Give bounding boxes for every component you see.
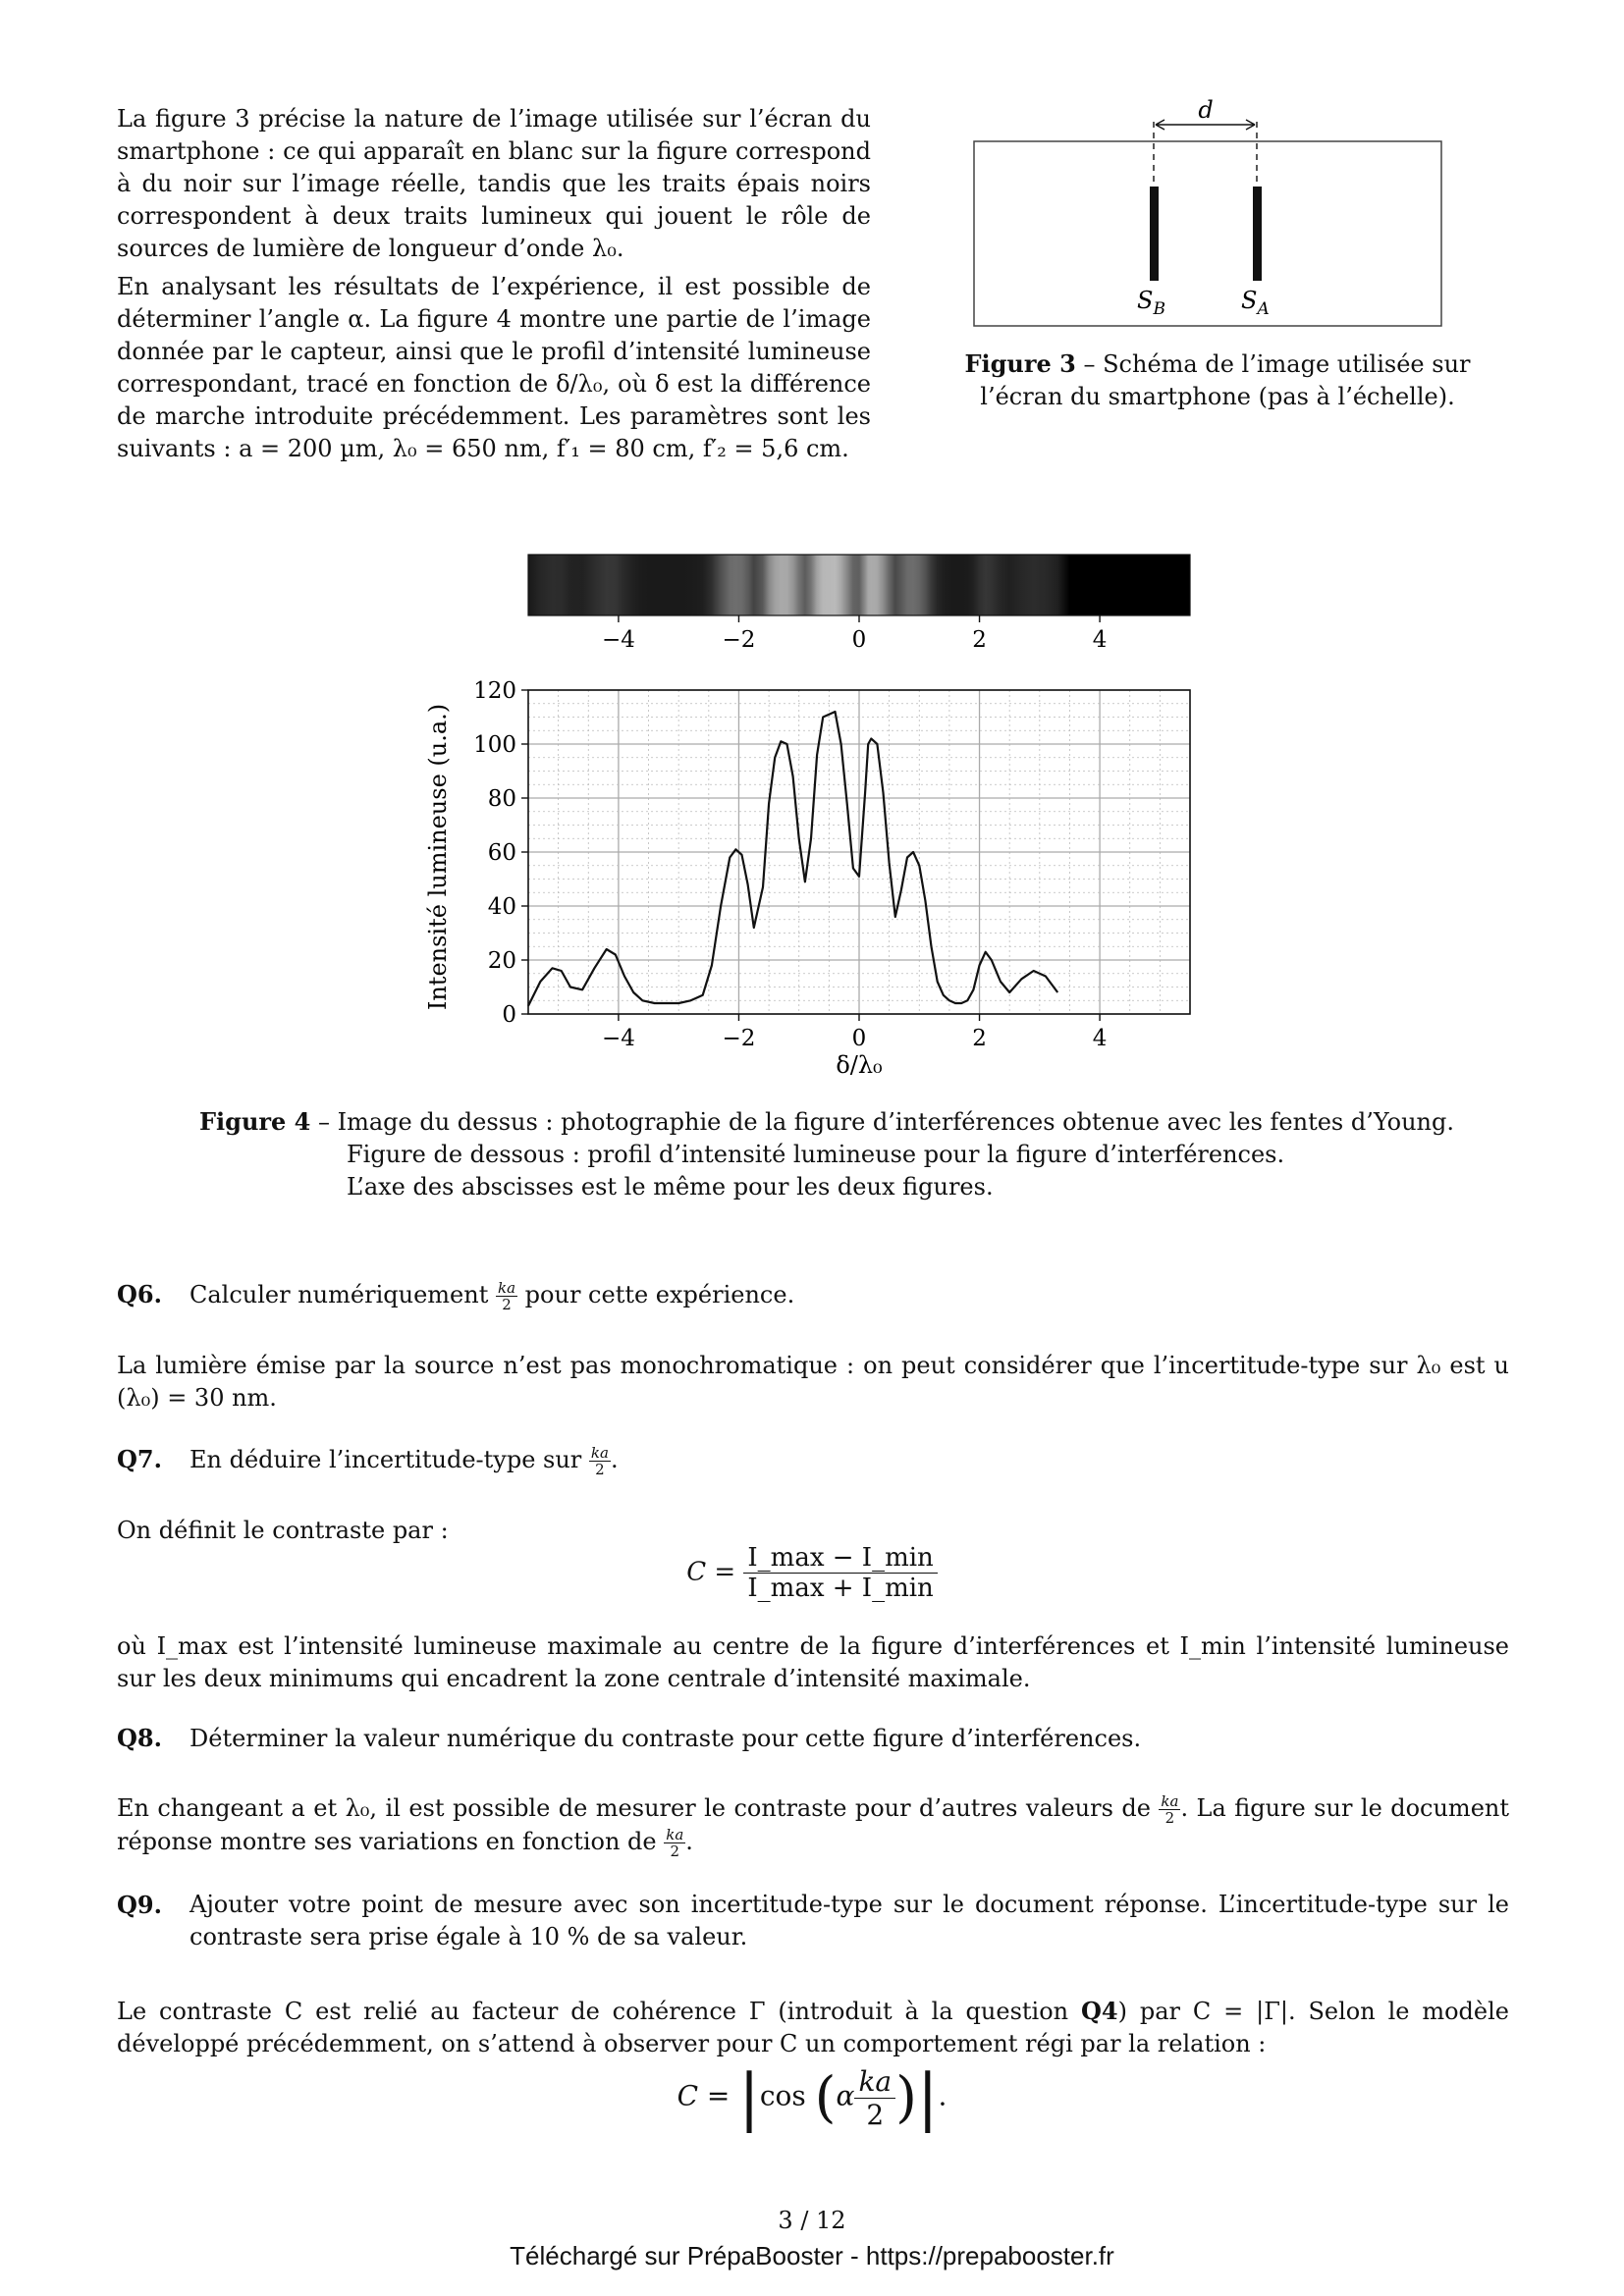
y-tick-label: 120	[473, 678, 516, 704]
y-axis-label: Intensité lumineuse (u.a.)	[424, 703, 452, 1011]
figure-3-caption	[943, 347, 1492, 413]
chart-grid	[528, 690, 1190, 1014]
figure-3-caption-bold: Figure 3	[964, 349, 1076, 378]
screen-frame	[974, 141, 1441, 326]
slit-sa	[1253, 187, 1262, 281]
figure-4-caption-line3: L’axe des abscisses est le même pour les deux figures.	[347, 1173, 994, 1201]
q7-text-post: .	[610, 1446, 619, 1473]
label-d: d	[1198, 96, 1214, 124]
download-footer: Téléchargé sur PrépaBooster - https://prepabooster.fr	[510, 2241, 1114, 2270]
top-tick-label: −2	[722, 627, 756, 653]
x-axis-label: δ/λ₀	[836, 1051, 883, 1079]
x-tick-label: 4	[1092, 1026, 1108, 1051]
intensity-line	[528, 712, 1057, 1006]
change-text-pre: En changeant a et λ₀, il est possible de mesurer le contraste pour d’autres valeurs de	[117, 1794, 1151, 1822]
q9-text: Ajouter votre point de mesure avec son incertitude-type sur le document réponse. L’incertitude-type sur le contraste sera prise égale à 10 % de sa valeur.	[189, 1891, 1509, 1950]
y-tick-label: 20	[487, 948, 516, 974]
q9-label: Q9.	[117, 1891, 162, 1919]
question-6	[117, 1278, 1509, 1312]
formula-c: C =	[686, 1557, 736, 1587]
y-tick-label: 0	[502, 1002, 516, 1028]
formula-cos: C = |cos (α $\frac{ka}{2}$ )|.	[677, 2061, 947, 2134]
figure-3-diagram	[962, 88, 1473, 334]
formula-denominator: I_max + I_min	[747, 1574, 934, 1603]
intro-paragraph-1: La figure 3 précise la nature de l’image utilisée sur l’écran du smartphone : ce qui apparaît en blanc sur la figure correspond à du noir sur l’image réelle, tandis que les traits épais noirs correspondent à deux traits lumineux qui jouent le rôle de sources de lumière de longueur d’onde λ₀.	[117, 105, 871, 262]
change-fraction-2: $\frac{ka}{2}$	[666, 1826, 684, 1860]
figure-4-caption	[199, 1105, 1476, 1203]
y-tick-label: 100	[473, 732, 516, 758]
figure-3-caption-line2: l’écran du smartphone (pas à l’échelle).	[980, 383, 1455, 410]
formula2-c: C =	[677, 2079, 731, 2112]
x-tick-label: 2	[972, 1026, 987, 1051]
page-number: 3 / 12	[778, 2207, 846, 2234]
q8-text: Déterminer la valeur numérique du contraste pour cette figure d’interférences.	[189, 1725, 1142, 1752]
y-tick-label: 40	[487, 894, 516, 920]
q6-label: Q6.	[117, 1280, 162, 1308]
chart-axes	[473, 678, 1190, 1051]
top-tick-label: 2	[972, 627, 987, 653]
q7-text-pre: En déduire l’incertitude-type sur	[189, 1446, 582, 1473]
paragraph-contrast-def: On définit le contraste par :	[117, 1517, 449, 1544]
q6-text-pre: Calculer numériquement	[189, 1281, 489, 1308]
q7-fraction: $\frac{ka}{2}$	[590, 1444, 609, 1478]
formula2-fraction: $\frac{ka}{2}$	[854, 2065, 895, 2131]
y-tick-label: 80	[487, 786, 516, 812]
top-tick-label: 4	[1092, 627, 1108, 653]
x-tick-label: −4	[601, 1026, 635, 1051]
y-tick-label: 60	[487, 840, 516, 866]
q6-text-post: pour cette expérience.	[524, 1281, 795, 1308]
paragraph-coherence	[117, 1995, 1509, 2060]
coherence-text-pre: Le contraste C est relié au facteur de cohérence Γ (introduit à la question	[117, 1998, 1081, 2025]
coherence-q4-ref: Q4	[1081, 1997, 1118, 2025]
formula-fraction	[743, 1543, 937, 1603]
intensity-curve	[528, 712, 1057, 1006]
figure-4-chart	[412, 545, 1218, 1134]
formula2-alpha: α	[836, 2079, 855, 2112]
figure-4-caption-line2: Figure de dessous : profil d’intensité lumineuse pour la figure d’interférences.	[347, 1141, 1285, 1168]
formula-numerator: I_max − I_min	[743, 1543, 937, 1574]
coherence-text-post: ) par C = |Γ|. Selon le modèle développé précédemment, on s’attend à observer pour C un comportement régi par la relation :	[117, 1998, 1509, 2057]
top-tick-label: −4	[601, 627, 635, 653]
formula-contrast	[0, 1543, 1624, 1603]
figure-4-caption-line1: – Image du dessus : photographie de la figure d’interférences obtenue avec les fentes d’Young.	[310, 1108, 1454, 1136]
change-text-mid: . La figure sur le document réponse montre ses variations en fonction de	[117, 1794, 1509, 1855]
formula2-cos: cos	[759, 2079, 806, 2112]
question-9	[117, 1889, 1509, 1953]
paragraph-monochromatic: La lumière émise par la source n’est pas monochromatique : on peut considérer que l’incertitude-type sur λ₀ est u (λ₀) = 30 nm.	[117, 1352, 1509, 1412]
question-8	[117, 1722, 1509, 1755]
q8-label: Q8.	[117, 1724, 162, 1752]
top-tick-label: 0	[851, 627, 867, 653]
top-axis-ticks	[602, 615, 1107, 653]
paragraph-imax: où I_max est l’intensité lumineuse maximale au centre de la figure d’interférences et I_min l’intensité lumineuse sur les deux minimums qui encadrent la zone centrale d’intensité maximale.	[117, 1632, 1509, 1692]
x-tick-label: −2	[722, 1026, 756, 1051]
q7-label: Q7.	[117, 1445, 162, 1473]
x-tick-label: 0	[851, 1026, 867, 1051]
slit-sb	[1150, 187, 1159, 281]
q6-fraction: $\frac{ka}{2}$	[497, 1279, 516, 1313]
interference-photo	[528, 555, 1190, 615]
label-sa: $S_A$	[1241, 287, 1270, 319]
change-text-post: .	[685, 1828, 693, 1855]
figure-4-caption-bold: Figure 4	[199, 1107, 311, 1136]
question-7	[117, 1443, 1509, 1477]
label-sb: $S_B$	[1137, 287, 1165, 319]
figure-3-caption-line1: – Schéma de l’image utilisée sur	[1075, 350, 1471, 378]
change-fraction-1: $\frac{ka}{2}$	[1161, 1792, 1179, 1827]
formula2-end: .	[938, 2079, 947, 2112]
paragraph-change	[117, 1792, 1509, 1859]
intro-paragraph-2: En analysant les résultats de l’expérience, il est possible de déterminer l’angle α. La figure 4 montre une partie de l’image donnée par le capteur, ainsi que le profil d’intensité lumineuse correspondant, tracé en fonction de δ/λ₀, où δ est la différence de marche introduite précédemment. Les paramètres sont les suivants : a = 200 µm, λ₀ = 650 nm, f′₁ = 80 cm, f′₂ = 5,6 cm.	[117, 273, 871, 462]
